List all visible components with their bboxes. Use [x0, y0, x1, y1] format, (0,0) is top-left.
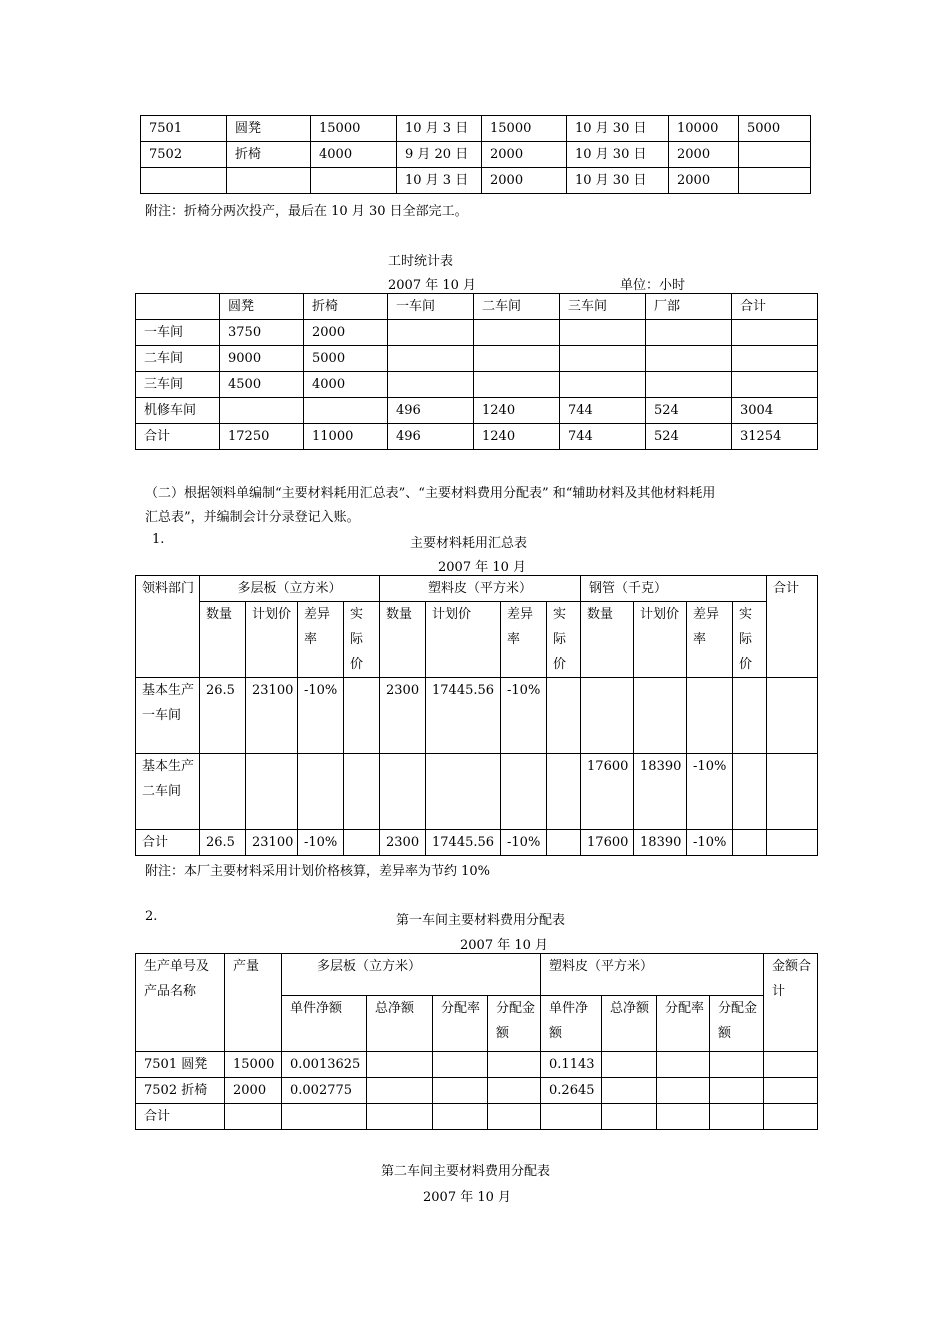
sub-header: 分配率 [433, 996, 488, 1052]
cell: 0.2645 [541, 1078, 602, 1104]
table-row [136, 678, 818, 754]
cell [581, 678, 634, 754]
cell [501, 754, 547, 830]
cell: 9000 [220, 346, 304, 372]
sub-header: 数量 [200, 602, 246, 678]
cell: 7501 圆凳 [136, 1052, 225, 1078]
sub-header: 数量 [380, 602, 426, 678]
cell [246, 754, 298, 830]
cell: -10% [298, 678, 344, 754]
cell [344, 678, 380, 754]
cell [488, 1078, 541, 1104]
cell [547, 754, 581, 830]
sub-header: 单件净额 [282, 996, 367, 1052]
alloc2-date: 2007 年 10 月 [423, 1190, 512, 1205]
group-header-plywood: 多层板（立方米） [282, 954, 541, 996]
cell: 10 月 30 日 [567, 116, 669, 142]
cell: 圆凳 [227, 116, 311, 142]
cell [764, 1052, 818, 1078]
alloc-table-1 [135, 953, 818, 1130]
sub-header: 实际价 [344, 602, 380, 678]
sub-header: 分配率 [657, 996, 710, 1052]
cell [367, 1052, 433, 1078]
cell: 7502 折椅 [136, 1078, 225, 1104]
cell [304, 398, 388, 424]
cell [560, 372, 646, 398]
group-header-plywood: 多层板（立方米） [200, 576, 380, 602]
dept-cell: 基本生产一车间 [136, 678, 200, 754]
sub-header: 计划价 [246, 602, 298, 678]
cell [367, 1104, 433, 1130]
cell [710, 1104, 764, 1130]
cell: 2300 [380, 830, 426, 856]
cell: 机修车间 [136, 398, 220, 424]
order-product-header: 生产单号及产品名称 [136, 954, 225, 1052]
cell [767, 830, 818, 856]
cell: 2000 [669, 168, 739, 194]
cell: 744 [560, 398, 646, 424]
cell [141, 168, 227, 194]
cell [388, 320, 474, 346]
cell [200, 754, 246, 830]
header-cell: 一车间 [388, 294, 474, 320]
hours-unit: 单位：小时 [620, 278, 686, 293]
section-2-line-1: （二）根据领料单编制“主要材料耗用汇总表”、“主要材料费用分配表” 和“辅助材料及其他材料耗用 [145, 486, 716, 501]
table-subheader-row [136, 602, 818, 678]
cell: 1240 [474, 398, 560, 424]
group-header-plastic: 塑料皮（平方米） [380, 576, 581, 602]
cell: 0.1143 [541, 1052, 602, 1078]
cell: 2000 [304, 320, 388, 346]
cell [282, 1104, 367, 1130]
cell: 三车间 [136, 372, 220, 398]
header-cell: 厂部 [646, 294, 732, 320]
cell: 23100 [246, 678, 298, 754]
dept-cell: 基本生产二车间 [136, 754, 200, 830]
cell [298, 754, 344, 830]
cell: 10 月 30 日 [567, 168, 669, 194]
cell [602, 1052, 657, 1078]
cell [433, 1104, 488, 1130]
cell: 2000 [225, 1078, 282, 1104]
table-row [136, 372, 818, 398]
cell: 2000 [669, 142, 739, 168]
cell: 合计 [136, 1104, 225, 1130]
cell [311, 168, 397, 194]
cell [767, 754, 818, 830]
alloc1-number: 2. [145, 909, 158, 924]
table-row [136, 1078, 818, 1104]
cell: 5000 [304, 346, 388, 372]
group-header-steel-pipe: 钢管（千克） [581, 576, 767, 602]
cell: 4500 [220, 372, 304, 398]
hours-title: 工时统计表 [388, 254, 454, 269]
cell [474, 346, 560, 372]
table-row [141, 116, 811, 142]
cell [541, 1104, 602, 1130]
table-row [136, 1104, 818, 1130]
materials-note: 附注：本厂主要材料采用计划价格核算，差异率为节约 10% [145, 864, 491, 879]
table-row [136, 320, 818, 346]
cell [433, 1078, 488, 1104]
sub-header: 差异率 [501, 602, 547, 678]
cell [657, 1104, 710, 1130]
total-header: 合计 [767, 576, 818, 678]
hours-date: 2007 年 10 月 [388, 278, 477, 293]
cell: 4000 [304, 372, 388, 398]
cell: 15000 [482, 116, 567, 142]
cell [220, 398, 304, 424]
alloc2-title: 第二车间主要材料费用分配表 [381, 1164, 551, 1179]
cell: 0.0013625 [282, 1052, 367, 1078]
cell: 496 [388, 398, 474, 424]
orders-table [140, 115, 811, 194]
cell: 524 [646, 424, 732, 450]
cell [344, 830, 380, 856]
sub-header: 计划价 [426, 602, 501, 678]
cell [739, 168, 811, 194]
cell [367, 1078, 433, 1104]
cell: 496 [388, 424, 474, 450]
cell: -10% [501, 830, 547, 856]
cell: 31254 [732, 424, 818, 450]
cell [657, 1078, 710, 1104]
table-row [136, 346, 818, 372]
cell: -10% [298, 830, 344, 856]
cell: 17600 [581, 830, 634, 856]
cell [733, 754, 767, 830]
cell [733, 678, 767, 754]
cell [764, 1078, 818, 1104]
sub-header: 分配金额 [488, 996, 541, 1052]
materials-number: 1. [152, 532, 165, 547]
cell: 2000 [482, 142, 567, 168]
cell: 18390 [634, 830, 687, 856]
sub-header: 单件净额 [541, 996, 602, 1052]
header-cell: 折椅 [304, 294, 388, 320]
cell: 17600 [581, 754, 634, 830]
cell: 7501 [141, 116, 227, 142]
sub-header: 差异率 [687, 602, 733, 678]
cell [547, 830, 581, 856]
cell: 18390 [634, 754, 687, 830]
cell: 1240 [474, 424, 560, 450]
alloc1-title: 第一车间主要材料费用分配表 [396, 913, 566, 928]
cell [344, 754, 380, 830]
cell [732, 320, 818, 346]
table-header-row [136, 294, 818, 320]
cell: -10% [687, 754, 733, 830]
cell: 3004 [732, 398, 818, 424]
cell [646, 346, 732, 372]
cell: 二车间 [136, 346, 220, 372]
cell [474, 372, 560, 398]
output-header: 产量 [225, 954, 282, 1052]
cell [474, 320, 560, 346]
cell [764, 1104, 818, 1130]
cell: 0.002775 [282, 1078, 367, 1104]
dept-header: 领料部门 [136, 576, 200, 678]
cell: 26.5 [200, 678, 246, 754]
cell: 2300 [380, 678, 426, 754]
cell: 10 月 3 日 [397, 168, 482, 194]
cell [488, 1052, 541, 1078]
cell [657, 1052, 710, 1078]
cell: 折椅 [227, 142, 311, 168]
cell: 合计 [136, 424, 220, 450]
cell: 10 月 30 日 [567, 142, 669, 168]
cell [388, 372, 474, 398]
orders-note: 附注：折椅分两次投产，最后在 10 月 30 日全部完工。 [145, 204, 468, 219]
sub-header: 总净额 [367, 996, 433, 1052]
cell: 524 [646, 398, 732, 424]
cell [433, 1052, 488, 1078]
cell [560, 346, 646, 372]
cell [646, 372, 732, 398]
cell [227, 168, 311, 194]
cell [710, 1078, 764, 1104]
sub-header: 实际价 [733, 602, 767, 678]
cell [488, 1104, 541, 1130]
cell: 23100 [246, 830, 298, 856]
table-row [141, 168, 811, 194]
cell [388, 346, 474, 372]
cell: 15000 [225, 1052, 282, 1078]
cell: 2000 [482, 168, 567, 194]
header-cell: 合计 [732, 294, 818, 320]
table-row [136, 754, 818, 830]
cell: -10% [501, 678, 547, 754]
cell [739, 142, 811, 168]
sub-header: 总净额 [602, 996, 657, 1052]
cell [646, 320, 732, 346]
cell [560, 320, 646, 346]
materials-title: 主要材料耗用汇总表 [410, 536, 528, 551]
materials-table [135, 575, 818, 856]
sub-header: 分配金额 [710, 996, 764, 1052]
cell [602, 1104, 657, 1130]
cell: 15000 [311, 116, 397, 142]
amount-total-header: 金额合计 [764, 954, 818, 1052]
cell: 9 月 20 日 [397, 142, 482, 168]
cell: 10000 [669, 116, 739, 142]
cell: 7502 [141, 142, 227, 168]
dept-cell: 合计 [136, 830, 200, 856]
section-2-line-2: 汇总表”，并编制会计分录登记入账。 [145, 510, 360, 525]
cell [733, 830, 767, 856]
cell [732, 372, 818, 398]
cell [225, 1104, 282, 1130]
cell [732, 346, 818, 372]
sub-header: 数量 [581, 602, 634, 678]
header-cell [136, 294, 220, 320]
table-row [136, 398, 818, 424]
table-row [136, 830, 818, 856]
sub-header: 实际价 [547, 602, 581, 678]
cell: -10% [687, 830, 733, 856]
table-row [136, 424, 818, 450]
cell [380, 754, 426, 830]
cell [710, 1052, 764, 1078]
cell [602, 1078, 657, 1104]
cell [634, 678, 687, 754]
cell: 3750 [220, 320, 304, 346]
hours-table [135, 293, 818, 450]
header-cell: 二车间 [474, 294, 560, 320]
table-row [136, 1052, 818, 1078]
sub-header: 计划价 [634, 602, 687, 678]
materials-date: 2007 年 10 月 [438, 560, 527, 575]
cell: 17445.56 [426, 830, 501, 856]
header-cell: 三车间 [560, 294, 646, 320]
cell: 4000 [311, 142, 397, 168]
header-cell: 圆凳 [220, 294, 304, 320]
cell [426, 754, 501, 830]
alloc1-date: 2007 年 10 月 [460, 938, 549, 953]
cell: 一车间 [136, 320, 220, 346]
cell [767, 678, 818, 754]
sub-header: 差异率 [298, 602, 344, 678]
cell [687, 678, 733, 754]
table-header-row [136, 576, 818, 602]
cell: 17445.56 [426, 678, 501, 754]
cell: 26.5 [200, 830, 246, 856]
group-header-plastic: 塑料皮（平方米） [541, 954, 764, 996]
cell: 11000 [304, 424, 388, 450]
cell: 5000 [739, 116, 811, 142]
cell: 10 月 3 日 [397, 116, 482, 142]
cell: 744 [560, 424, 646, 450]
cell: 17250 [220, 424, 304, 450]
table-row [141, 142, 811, 168]
cell [547, 678, 581, 754]
table-header-row [136, 954, 818, 996]
